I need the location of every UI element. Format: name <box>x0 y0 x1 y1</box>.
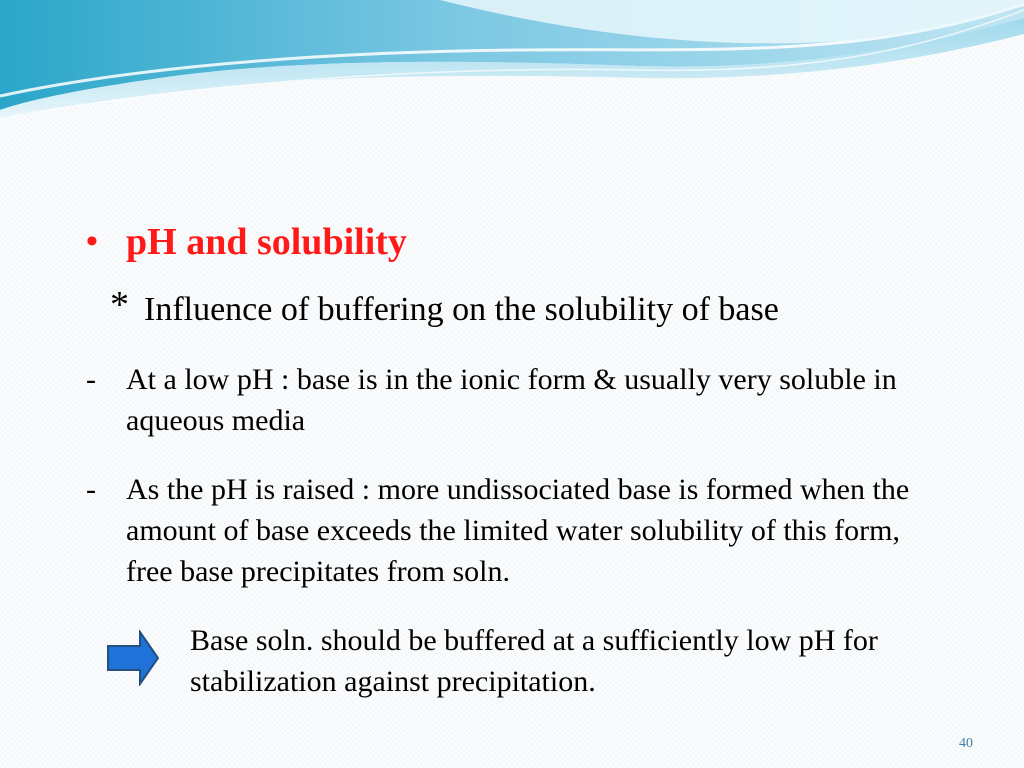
page-number: 40 <box>959 736 973 751</box>
subtitle-asterisk: * <box>110 284 129 326</box>
slide-subtitle <box>110 285 970 335</box>
subtitle-text: Influence of buffering on the solubility of base <box>144 291 779 328</box>
slide-title: pH and solubility <box>126 221 407 263</box>
bullet-point <box>86 359 916 449</box>
conclusion-text: Base soln. should be buffered at a sufficiently low pH for stabilization against precipitation. <box>190 624 878 698</box>
right-arrow-icon <box>106 630 160 686</box>
header-wave-decoration <box>0 0 1024 130</box>
slide-heading <box>86 218 986 268</box>
bullet-text: As the pH is raised : more undissociated base is formed when the amount of base exceeds the limited water solubility of this form, free base precipitates from soln. <box>126 473 910 588</box>
bullet-point <box>86 469 916 599</box>
title-bullet: • <box>86 223 98 260</box>
bullet-text: At a low pH : base is in the ionic form & usually very soluble in aqueous media <box>126 363 897 437</box>
bullet-dash: - <box>86 363 96 396</box>
bullet-dash: - <box>86 473 96 506</box>
